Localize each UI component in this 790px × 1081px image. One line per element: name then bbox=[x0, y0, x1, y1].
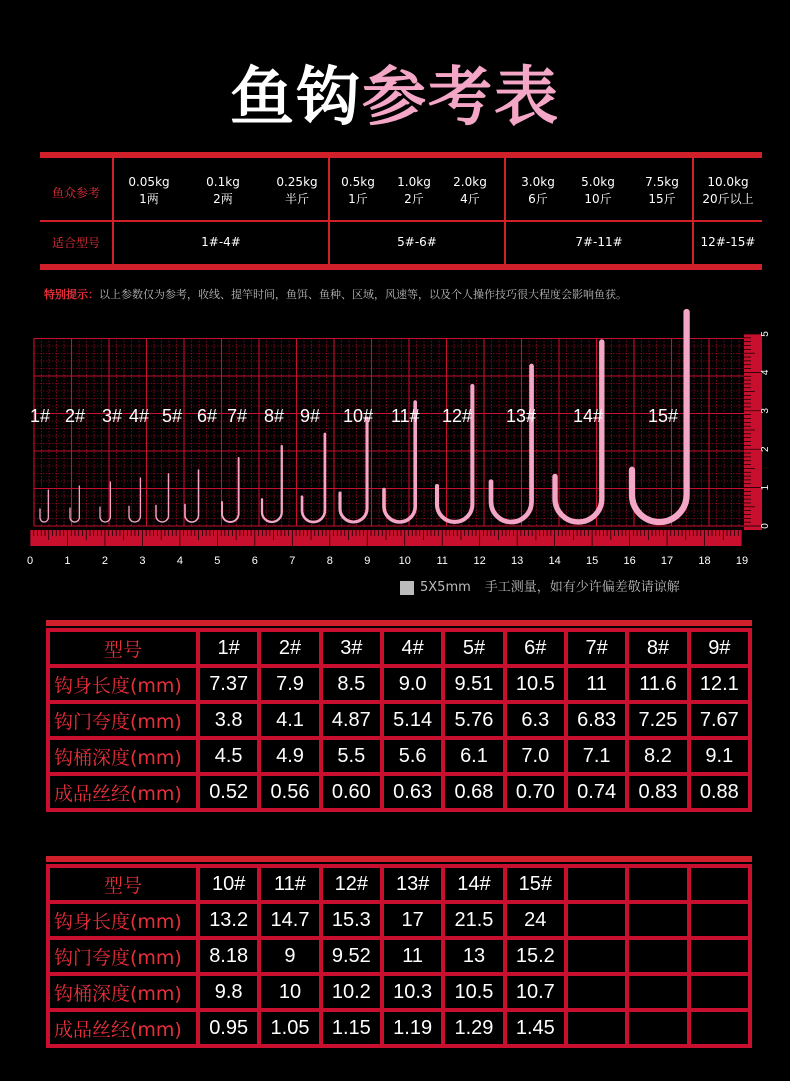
table-cell bbox=[629, 940, 686, 972]
ref-size-range: 5#-6# bbox=[397, 235, 437, 249]
table-cell: 0.74 bbox=[568, 776, 625, 808]
x-tick-label: 10 bbox=[398, 555, 411, 567]
table-cell: 6.1 bbox=[445, 740, 502, 772]
hook-size-chart bbox=[26, 331, 782, 574]
ref-mid-line bbox=[40, 220, 762, 222]
table-row bbox=[50, 976, 748, 1008]
table-cell: 5.5 bbox=[323, 740, 380, 772]
measure-note bbox=[400, 576, 680, 595]
note-text: 以上参数仅为参考，收线、提竿时间，鱼饵、鱼种、区域，风速等，以及个人操作技巧很大程度会影响鱼获。 bbox=[99, 288, 627, 301]
table-cell: 9.8 bbox=[200, 976, 257, 1008]
hook-size-label: 9# bbox=[300, 406, 321, 426]
hook-size-label: 15# bbox=[648, 406, 679, 426]
size-header: 13# bbox=[384, 868, 441, 900]
table-cell bbox=[629, 1012, 686, 1044]
hook-size-label: 5# bbox=[162, 406, 183, 426]
table-cell: 15.3 bbox=[323, 904, 380, 936]
table-cell: 0.68 bbox=[445, 776, 502, 808]
table-cell bbox=[691, 940, 748, 972]
fish-hook-icon bbox=[262, 446, 282, 522]
fish-hook-icon bbox=[340, 418, 367, 522]
row-label: 钩桶深度(mm) bbox=[50, 740, 196, 772]
table-cell: 4.1 bbox=[261, 704, 318, 736]
ref-size-range: 7#-11# bbox=[575, 235, 623, 249]
table-cell: 0.95 bbox=[200, 1012, 257, 1044]
grid-square-icon bbox=[400, 581, 414, 595]
table-cell: 10.5 bbox=[445, 976, 502, 1008]
row-label: 成品丝经(mm) bbox=[50, 776, 196, 808]
fish-hook-icon bbox=[555, 342, 602, 522]
table-cell: 1.45 bbox=[507, 1012, 564, 1044]
table-cell: 14.7 bbox=[261, 904, 318, 936]
spec-table bbox=[46, 864, 752, 1048]
x-tick-label: 17 bbox=[660, 555, 674, 567]
fish-hook-icon bbox=[222, 458, 239, 522]
table-top-bar bbox=[46, 620, 752, 626]
table-row bbox=[50, 940, 748, 972]
table-cell: 0.63 bbox=[384, 776, 441, 808]
table-cell: 0.70 bbox=[507, 776, 564, 808]
ref-weight: 1.0kg 2斤 bbox=[397, 175, 431, 206]
table-cell: 9.52 bbox=[323, 940, 380, 972]
size-header: 11# bbox=[261, 868, 318, 900]
table-cell: 6.3 bbox=[507, 704, 564, 736]
ref-bottom-bar bbox=[40, 264, 762, 270]
ref-top-bar bbox=[40, 152, 762, 158]
table-cell: 5.76 bbox=[445, 704, 502, 736]
table-cell bbox=[568, 976, 625, 1008]
page-title bbox=[0, 58, 790, 138]
table-cell: 7.1 bbox=[568, 740, 625, 772]
table-cell: 0.52 bbox=[200, 776, 257, 808]
measure-disclaimer: 手工测量，如有少许偏差敬请谅解 bbox=[484, 580, 680, 595]
hook-size-label: 2# bbox=[65, 406, 86, 426]
hook-size-label: 8# bbox=[264, 406, 285, 426]
x-tick-label: 13 bbox=[511, 555, 524, 567]
x-tick-label: 18 bbox=[698, 555, 711, 567]
table-cell: 9.1 bbox=[691, 740, 748, 772]
hook-size-label: 1# bbox=[30, 406, 51, 426]
table-row bbox=[50, 668, 748, 700]
title-part1: 鱼钩 bbox=[230, 61, 362, 135]
ref-weight: 2.0kg 4斤 bbox=[453, 175, 487, 206]
title-part2: 参考表 bbox=[362, 61, 560, 135]
table-cell: 5.14 bbox=[384, 704, 441, 736]
table-cell: 8.18 bbox=[200, 940, 257, 972]
table-cell bbox=[629, 976, 686, 1008]
table-cell: 7.37 bbox=[200, 668, 257, 700]
row-label: 钩桶深度(mm) bbox=[50, 976, 196, 1008]
row-label: 钩门夸度(mm) bbox=[50, 940, 196, 972]
size-header: 8# bbox=[629, 632, 686, 664]
ref-weight: 0.5kg 1斤 bbox=[341, 175, 375, 206]
table-cell: 0.56 bbox=[261, 776, 318, 808]
header-row bbox=[50, 632, 748, 664]
size-header: 6# bbox=[507, 632, 564, 664]
hook-size-label: 13# bbox=[506, 406, 537, 426]
table-cell: 8.2 bbox=[629, 740, 686, 772]
x-tick-label: 12 bbox=[473, 555, 486, 567]
table-cell: 4.5 bbox=[200, 740, 257, 772]
fish-hook-icon bbox=[491, 366, 532, 522]
table-cell: 10 bbox=[261, 976, 318, 1008]
spec-table bbox=[46, 628, 752, 812]
ref-row1-label: 鱼众参考 bbox=[51, 186, 100, 200]
hook-size-label: 14# bbox=[573, 406, 604, 426]
table-cell: 7.25 bbox=[629, 704, 686, 736]
grid-size: 5X5mm bbox=[420, 580, 471, 595]
hook-size-label: 11# bbox=[391, 406, 420, 426]
table-cell: 5.6 bbox=[384, 740, 441, 772]
ref-weight: 0.25kg 半斤 bbox=[276, 175, 318, 206]
ref-weight: 10.0kg 20斤以上 bbox=[702, 175, 754, 206]
x-tick-label: 7 bbox=[289, 555, 296, 567]
hook-size-label: 4# bbox=[129, 406, 150, 426]
model-header: 型号 bbox=[50, 632, 196, 664]
table-cell bbox=[691, 1012, 748, 1044]
special-note bbox=[44, 286, 627, 302]
table-cell: 0.60 bbox=[323, 776, 380, 808]
x-tick-label: 5 bbox=[214, 555, 221, 567]
size-header: 14# bbox=[445, 868, 502, 900]
table-cell bbox=[568, 1012, 625, 1044]
x-tick-label: 14 bbox=[548, 555, 561, 567]
row-label: 钩身长度(mm) bbox=[50, 904, 196, 936]
y-tick-label: 3 bbox=[760, 408, 771, 414]
y-tick-label: 0 bbox=[760, 523, 771, 529]
size-header: 10# bbox=[200, 868, 257, 900]
ruler-right bbox=[744, 334, 762, 530]
table-cell: 1.19 bbox=[384, 1012, 441, 1044]
hook-size-label: 3# bbox=[102, 406, 123, 426]
size-header: 7# bbox=[568, 632, 625, 664]
table-row bbox=[50, 1012, 748, 1044]
ref-row2-label: 适合型号 bbox=[51, 236, 100, 250]
model-header: 型号 bbox=[50, 868, 196, 900]
row-label: 成品丝经(mm) bbox=[50, 1012, 196, 1044]
table-cell: 21.5 bbox=[445, 904, 502, 936]
header-row bbox=[50, 868, 748, 900]
size-header: 1# bbox=[200, 632, 257, 664]
hook-size-label: 7# bbox=[227, 406, 248, 426]
ref-weight: 0.1kg 2两 bbox=[206, 175, 240, 206]
table-cell: 9 bbox=[261, 940, 318, 972]
table-cell bbox=[629, 904, 686, 936]
table-cell: 7.67 bbox=[691, 704, 748, 736]
y-tick-label: 1 bbox=[760, 484, 771, 491]
size-header: 3# bbox=[323, 632, 380, 664]
table-cell: 1.29 bbox=[445, 1012, 502, 1044]
table-cell bbox=[691, 904, 748, 936]
size-header: 15# bbox=[507, 868, 564, 900]
spec-table-2 bbox=[46, 856, 752, 1048]
size-header: 12# bbox=[323, 868, 380, 900]
size-header: 9# bbox=[691, 632, 748, 664]
x-tick-label: 4 bbox=[176, 555, 183, 567]
hook-size-label: 12# bbox=[442, 406, 473, 426]
fish-hook-icon bbox=[302, 434, 325, 522]
table-cell: 0.83 bbox=[629, 776, 686, 808]
x-tick-label: 3 bbox=[139, 555, 146, 567]
size-header bbox=[629, 868, 686, 900]
table-cell: 10.7 bbox=[507, 976, 564, 1008]
hook-size-label: 6# bbox=[197, 406, 218, 426]
x-tick-label: 8 bbox=[326, 555, 333, 567]
ref-weight: 0.05kg 1两 bbox=[128, 175, 170, 206]
x-tick-label: 1 bbox=[64, 555, 71, 567]
table-cell: 6.83 bbox=[568, 704, 625, 736]
ref-size-range: 12#-15# bbox=[700, 235, 756, 249]
spec-table-1 bbox=[46, 620, 752, 812]
table-cell bbox=[568, 940, 625, 972]
table-cell: 3.8 bbox=[200, 704, 257, 736]
table-cell: 4.87 bbox=[323, 704, 380, 736]
y-tick-label: 5 bbox=[760, 331, 771, 337]
x-tick-label: 19 bbox=[735, 555, 749, 567]
row-label: 钩门夸度(mm) bbox=[50, 704, 196, 736]
ref-weight: 3.0kg 6斤 bbox=[521, 175, 555, 206]
x-tick-label: 9 bbox=[364, 555, 371, 567]
table-cell: 15.2 bbox=[507, 940, 564, 972]
x-tick-label: 2 bbox=[101, 555, 109, 567]
size-header: 4# bbox=[384, 632, 441, 664]
table-cell: 8.5 bbox=[323, 668, 380, 700]
table-cell: 11 bbox=[384, 940, 441, 972]
table-cell: 13.2 bbox=[200, 904, 257, 936]
table-cell: 9.51 bbox=[445, 668, 502, 700]
table-cell: 7.0 bbox=[507, 740, 564, 772]
note-label: 特别提示： bbox=[44, 288, 99, 301]
table-cell: 13 bbox=[445, 940, 502, 972]
table-cell: 24 bbox=[507, 904, 564, 936]
row-label: 钩身长度(mm) bbox=[50, 668, 196, 700]
table-cell: 1.05 bbox=[261, 1012, 318, 1044]
x-tick-label: 0 bbox=[26, 555, 34, 567]
table-row bbox=[50, 704, 748, 736]
x-tick-label: 6 bbox=[251, 555, 258, 567]
y-tick-label: 4 bbox=[760, 369, 771, 376]
table-cell: 1.15 bbox=[323, 1012, 380, 1044]
reference-table bbox=[40, 152, 762, 270]
size-header: 5# bbox=[445, 632, 502, 664]
table-cell: 9.0 bbox=[384, 668, 441, 700]
table-cell: 12.1 bbox=[691, 668, 748, 700]
table-cell bbox=[568, 904, 625, 936]
table-cell bbox=[691, 976, 748, 1008]
hook-size-label: 10# bbox=[343, 406, 374, 426]
table-cell: 11 bbox=[568, 668, 625, 700]
table-cell: 7.9 bbox=[261, 668, 318, 700]
table-cell: 10.5 bbox=[507, 668, 564, 700]
table-row bbox=[50, 904, 748, 936]
size-header: 2# bbox=[261, 632, 318, 664]
x-tick-label: 11 bbox=[436, 555, 448, 567]
table-row bbox=[50, 776, 748, 808]
ref-size-range: 1#-4# bbox=[201, 235, 241, 249]
table-cell: 0.88 bbox=[691, 776, 748, 808]
size-header bbox=[691, 868, 748, 900]
table-cell: 17 bbox=[384, 904, 441, 936]
table-top-bar bbox=[46, 856, 752, 862]
ref-weight: 7.5kg 15斤 bbox=[645, 175, 679, 206]
table-cell: 11.6 bbox=[629, 668, 686, 700]
y-tick-label: 2 bbox=[760, 446, 771, 452]
table-cell: 10.3 bbox=[384, 976, 441, 1008]
table-cell: 10.2 bbox=[323, 976, 380, 1008]
size-header bbox=[568, 868, 625, 900]
table-row bbox=[50, 740, 748, 772]
x-tick-label: 15 bbox=[585, 555, 599, 567]
table-cell: 4.9 bbox=[261, 740, 318, 772]
x-tick-label: 16 bbox=[623, 555, 636, 567]
ref-weight: 5.0kg 10斤 bbox=[581, 175, 615, 206]
